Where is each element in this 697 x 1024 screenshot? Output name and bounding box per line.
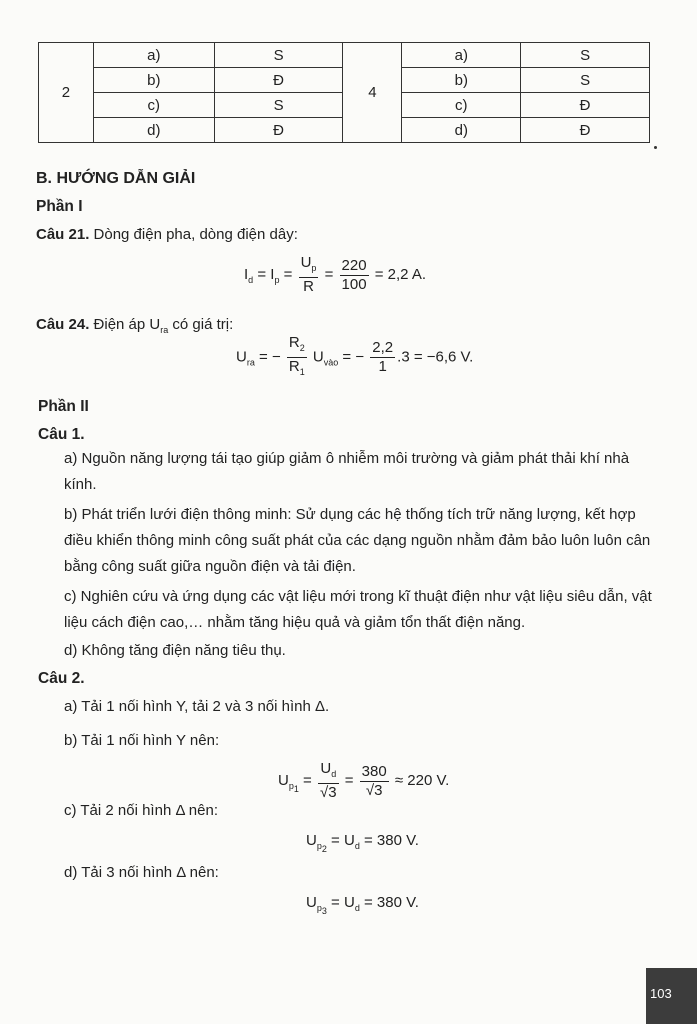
option-label: d)	[93, 118, 214, 143]
answer-paragraph: b) Tải 1 nối hình Y nên:	[64, 732, 220, 749]
fraction: $\frac{2,2}{1}$	[372, 339, 394, 375]
option-answer: S	[214, 43, 343, 68]
option-answer: S	[521, 68, 650, 93]
answer-paragraph: a) Tải 1 nối hình Y, tải 2 và 3 nối hình Δ.	[64, 698, 330, 715]
table-row	[39, 43, 650, 68]
part-title: Phần II	[38, 398, 89, 415]
fraction: $\frac{R_2}{R_1}$	[288, 334, 305, 377]
section-title: B. HƯỚNG DẪN GIẢI	[36, 170, 196, 187]
fraction: $\frac{220}{100}$	[341, 256, 367, 293]
option-answer: Đ	[521, 118, 650, 143]
option-label: c)	[93, 93, 214, 118]
fraction: $\frac{U_p}{R}$	[300, 254, 317, 295]
question-label: Câu 24.	[36, 316, 90, 333]
option-answer: Đ	[521, 93, 650, 118]
question-number: 2	[39, 43, 94, 143]
option-label: b)	[93, 68, 214, 93]
answer-paragraph: c) Tải 2 nối hình Δ nên:	[64, 802, 219, 819]
answer-paragraph: d) Không tăng điện năng tiêu thụ.	[64, 642, 286, 659]
formula-phase-voltage-3: $U_{p_3} = U_d = 380$ V.	[306, 894, 419, 916]
page-number: 103	[650, 986, 672, 1001]
fraction: $\frac{380}{√3}$	[361, 762, 387, 799]
answer-paragraph: b) Phát triển lưới điện thông minh: Sử dụng các hệ thống tích trữ năng lượng, kết hợp điều khiển thông minh công suất phát của các dạng nguồn nhằm đảm bảo luôn luôn cân bằng công suất giữa nguồn điện và tải điện.	[64, 506, 651, 575]
answer-table	[38, 42, 650, 143]
fraction: $\frac{U_d}{√3}$	[319, 760, 337, 801]
question-label: Câu 21.	[36, 226, 90, 243]
formula-phase-voltage-2: $U_{p_2} = U_d = 380$ V.	[306, 832, 419, 854]
option-answer: Đ	[214, 68, 343, 93]
option-answer: Đ	[214, 118, 343, 143]
part-title: Phần I	[36, 198, 83, 215]
page-number-tab	[646, 968, 697, 1024]
option-label: a)	[402, 43, 521, 68]
option-label: a)	[93, 43, 214, 68]
stray-dot	[654, 146, 657, 149]
question-text: Dòng điện pha, dòng điện dây:	[89, 226, 298, 243]
question-title: Câu 2.	[38, 670, 85, 687]
answer-paragraph: d) Tải 3 nối hình Δ nên:	[64, 864, 219, 881]
formula-voltage-out: $U_{ra}$ = − $\frac{R_2}{R_1}$ $U_{vào}$ = − $\frac{2,2}{1}$ .3 = −6,6 V.	[236, 334, 473, 381]
option-label: c)	[402, 93, 521, 118]
option-answer: S	[214, 93, 343, 118]
option-answer: S	[521, 43, 650, 68]
option-label: b)	[402, 68, 521, 93]
formula-current: $I_d = I_p$ = $\frac{U_p}{R}$ = $\frac{220}{100}$ = 2,2 A.	[244, 254, 427, 295]
formula-phase-voltage-1: $U_{p_1}$ = $\frac{U_d}{√3}$ = $\frac{380}{√3}$ ≈ 220 V.	[278, 760, 450, 801]
question-title: Câu 1.	[38, 426, 85, 443]
question-24: Câu 24. Điện áp $U_{ra}$ có giá trị:	[36, 316, 234, 335]
option-label: d)	[402, 118, 521, 143]
question-21	[36, 226, 298, 243]
answer-paragraph: a) Nguồn năng lượng tái tạo giúp giảm ô nhiễm môi trường và giảm phát thải khí nhà kính.	[64, 450, 630, 493]
question-number: 4	[343, 43, 402, 143]
answer-paragraph: c) Nghiên cứu và ứng dụng các vật liệu mới trong kĩ thuật điện như vật liệu siêu dẫn, vật liệu cách điện cao,… nhằm tăng hiệu quả và giảm tổn thất điện năng.	[64, 588, 652, 631]
